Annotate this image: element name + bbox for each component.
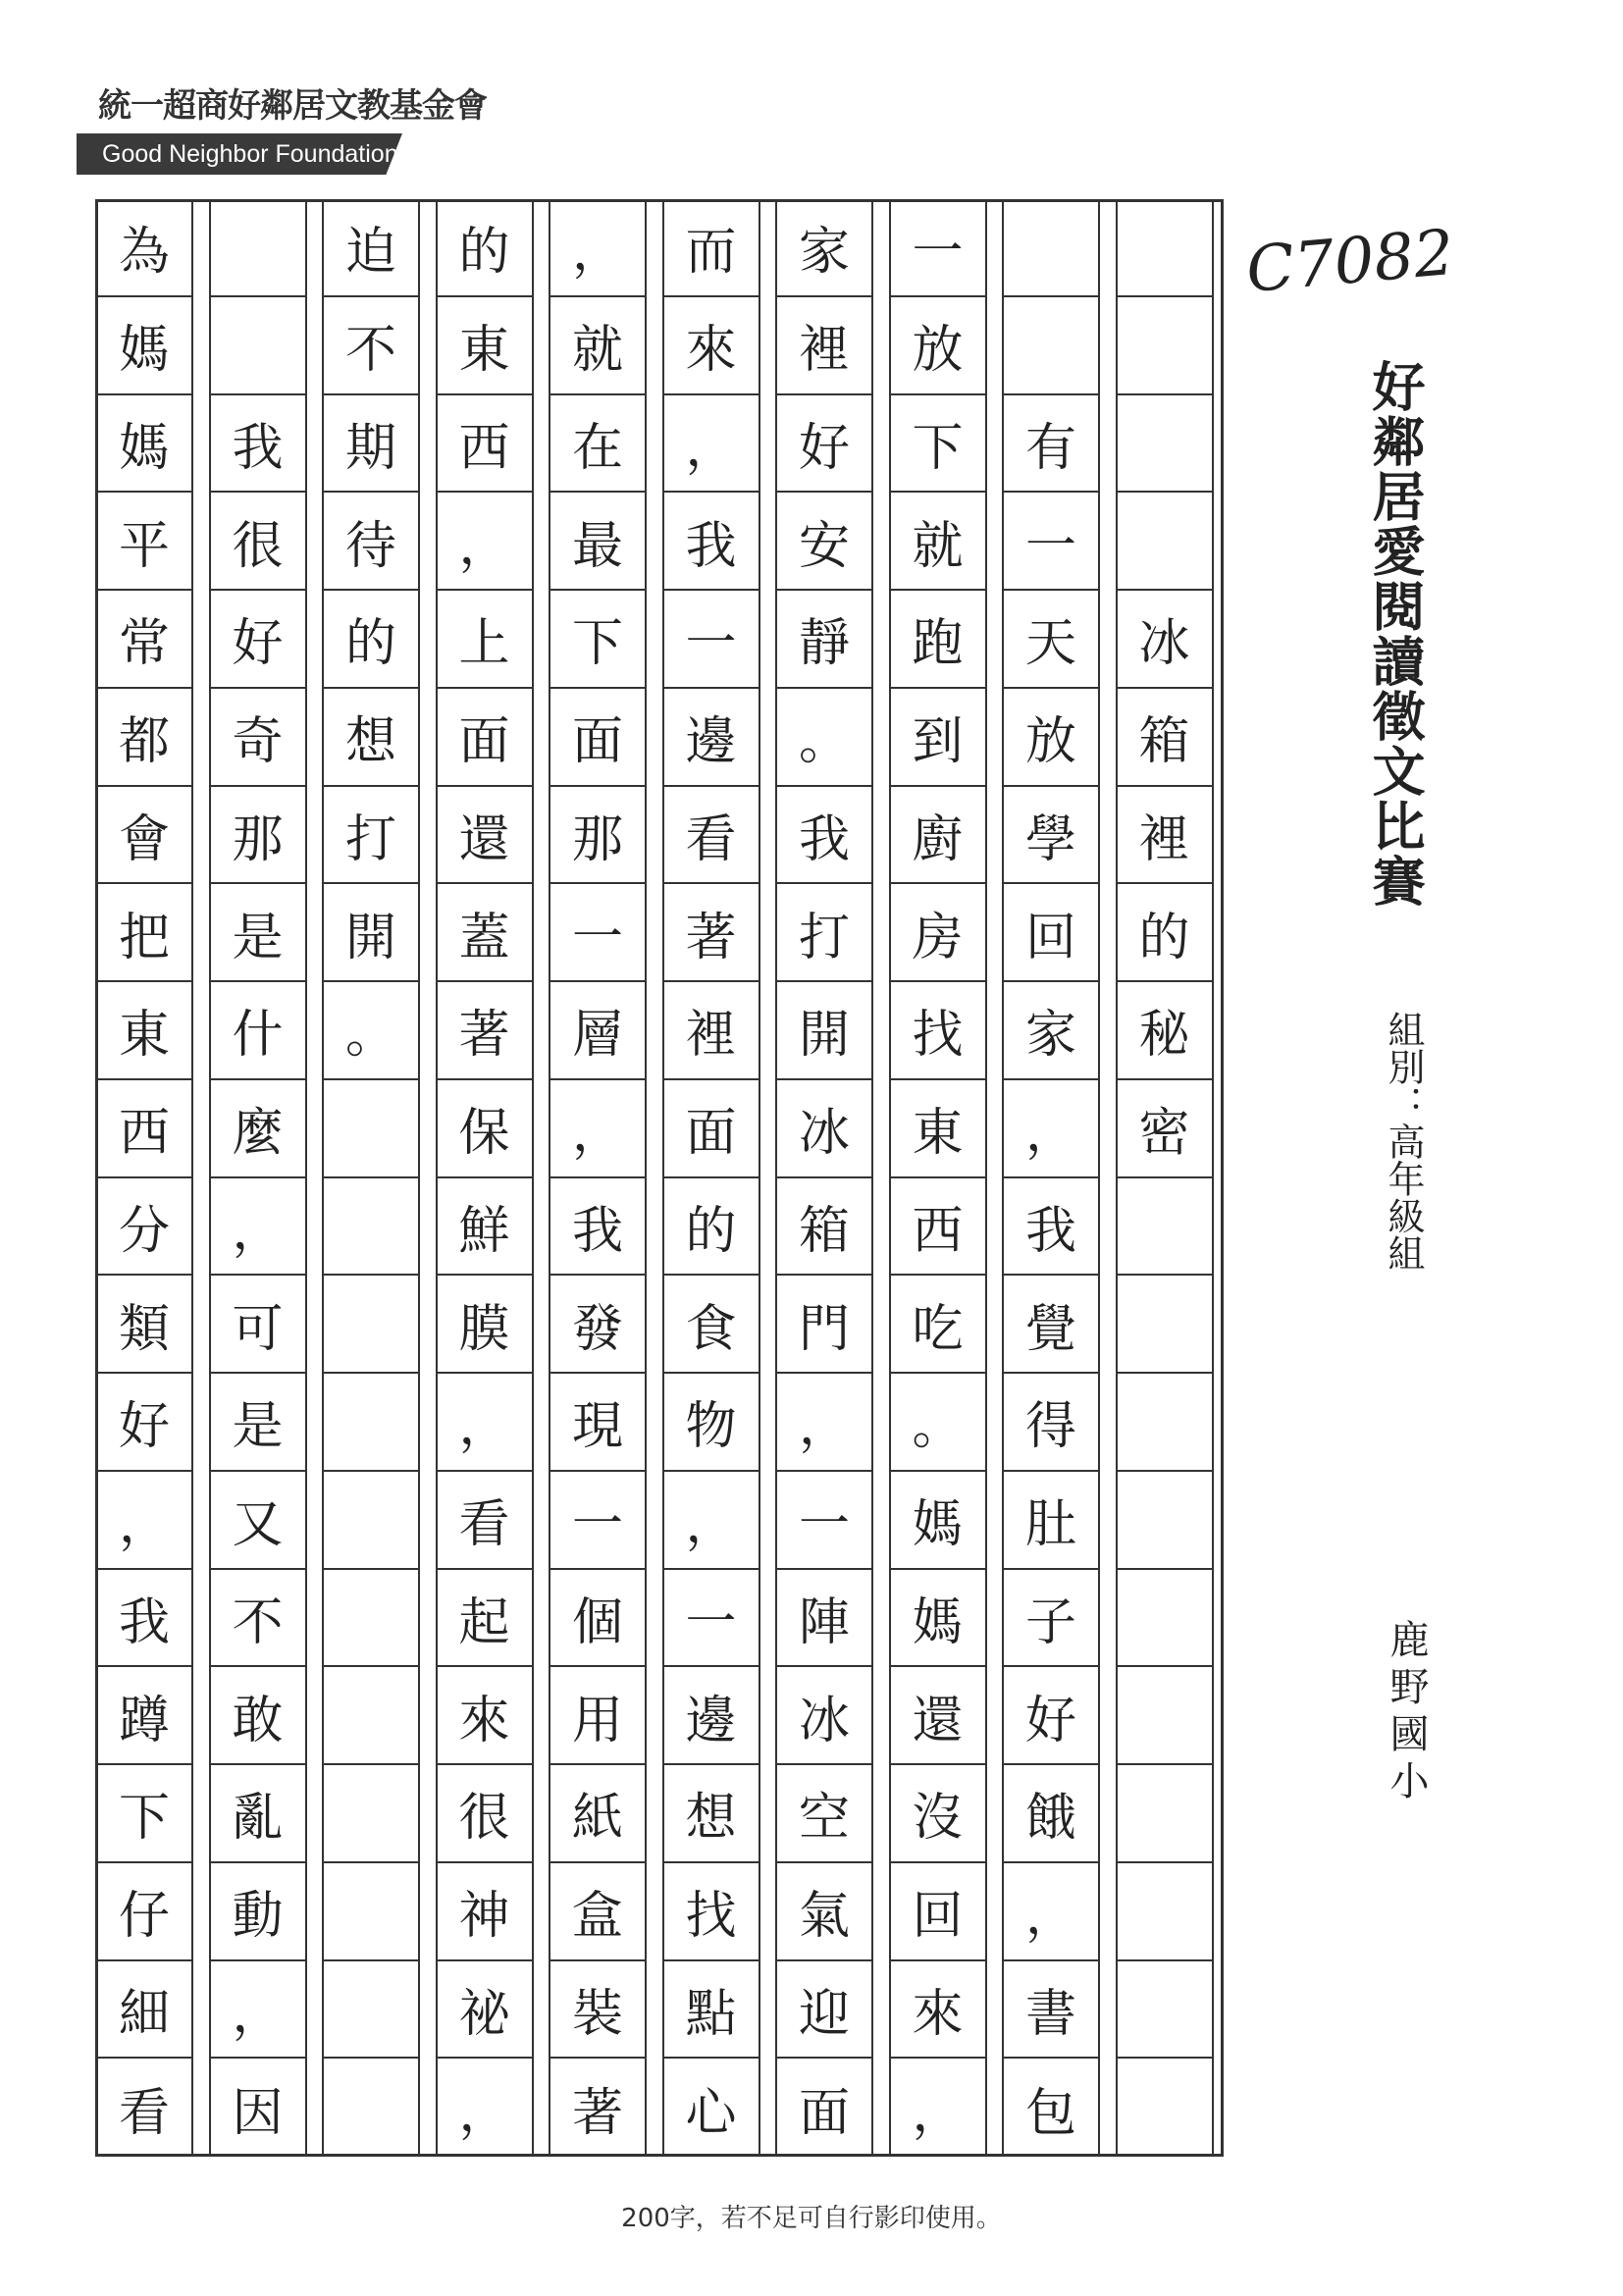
grid-cell: ， bbox=[1004, 1080, 1098, 1178]
grid-cell: 分 bbox=[97, 1178, 191, 1277]
grid-cell bbox=[1118, 2059, 1212, 2157]
grid-cell: 常 bbox=[97, 591, 191, 689]
grid-cell: 我 bbox=[211, 395, 305, 494]
grid-cell bbox=[324, 1080, 418, 1178]
contest-title: 好鄰居愛閱讀徵文比賽 bbox=[1364, 359, 1426, 909]
grid-cell bbox=[1118, 199, 1212, 297]
grid-column bbox=[1116, 199, 1214, 2157]
grid-cell: 迫 bbox=[324, 199, 418, 297]
grid-cell bbox=[324, 1374, 418, 1472]
grid-cell: 東 bbox=[891, 1080, 985, 1178]
grid-cell bbox=[1118, 1472, 1212, 1570]
grid-cell: 吃 bbox=[891, 1276, 985, 1374]
grid-cell: 祕 bbox=[438, 1961, 532, 2060]
grid-cell: 到 bbox=[891, 689, 985, 787]
grid-cell: 層 bbox=[550, 982, 645, 1080]
grid-cell: 的 bbox=[1118, 884, 1212, 982]
grid-cell: 西 bbox=[891, 1178, 985, 1277]
grid-cell: ， bbox=[550, 199, 645, 297]
entry-code: C7082 bbox=[1243, 216, 1457, 308]
grid-cell: 就 bbox=[891, 493, 985, 591]
grid-cell: 物 bbox=[664, 1374, 759, 1472]
grid-cell: 西 bbox=[438, 395, 532, 494]
grid-cell: 著 bbox=[571, 2083, 623, 2143]
footer-note: 200字，若不足可自行影印使用。 bbox=[621, 2204, 1002, 2233]
grid-cell: 就 bbox=[550, 297, 645, 395]
grid-cell: 迎 bbox=[777, 1961, 871, 2060]
grid-cell bbox=[324, 1472, 418, 1570]
grid-cell: 來 bbox=[664, 297, 759, 395]
grid-cell: 媽 bbox=[891, 1472, 985, 1570]
grid-cell: 想 bbox=[324, 689, 418, 787]
grid-cell bbox=[324, 1667, 418, 1765]
grid-cell: 裝 bbox=[550, 1961, 645, 2060]
grid-cell: 上 bbox=[438, 591, 532, 689]
grid-cell: 西 bbox=[97, 1080, 191, 1178]
grid-cell: 裡 bbox=[777, 297, 871, 395]
grid-cell: 包 bbox=[1024, 2083, 1076, 2143]
grid-cell bbox=[211, 297, 305, 395]
grid-cell: 肚 bbox=[1004, 1472, 1098, 1570]
grid-cell bbox=[1004, 199, 1098, 297]
grid-cell: 點 bbox=[664, 1961, 759, 2060]
grid-cell: 安 bbox=[777, 493, 871, 591]
grid-cell: 裡 bbox=[1118, 787, 1212, 885]
grid-cell: 房 bbox=[891, 884, 985, 982]
grid-cell: 邊 bbox=[664, 1667, 759, 1765]
grid-cell: 得 bbox=[1004, 1374, 1098, 1472]
grid-cell: 冰 bbox=[777, 1667, 871, 1765]
grid-cell: 一 bbox=[891, 199, 985, 297]
grid-cell bbox=[324, 1765, 418, 1863]
grid-cell bbox=[1118, 1374, 1212, 1472]
grid-cell: 心 bbox=[685, 2083, 737, 2143]
grid-cell: 開 bbox=[777, 982, 871, 1080]
grid-cell: 現 bbox=[550, 1374, 645, 1472]
grid-cell: 東 bbox=[438, 297, 532, 395]
grid-cell: 蓋 bbox=[438, 884, 532, 982]
grid-cell bbox=[324, 1863, 418, 1961]
grid-cell: 子 bbox=[1004, 1570, 1098, 1668]
grid-cell: 著 bbox=[664, 884, 759, 982]
grid-cell: 東 bbox=[97, 982, 191, 1080]
grid-cell bbox=[324, 1961, 418, 2060]
grid-cell: 一 bbox=[550, 1472, 645, 1570]
grid-cell: 家 bbox=[1004, 982, 1098, 1080]
grid-cell: ， bbox=[438, 1374, 532, 1472]
grid-cell: 好 bbox=[97, 1374, 191, 1472]
grid-cell: 沒 bbox=[891, 1765, 985, 1863]
grid-column bbox=[775, 199, 873, 2157]
grid-cell: 我 bbox=[664, 493, 759, 591]
grid-cell: 秘 bbox=[1118, 982, 1212, 1080]
grid-cell: ， bbox=[912, 2083, 964, 2143]
grid-cell: ， bbox=[664, 395, 759, 494]
grid-cell: 我 bbox=[550, 1178, 645, 1277]
grid-column bbox=[889, 199, 987, 2157]
grid-cell: 放 bbox=[1004, 689, 1098, 787]
group-label: 組別：高年級組 bbox=[1382, 1011, 1425, 1272]
grid-cell: 看 bbox=[664, 787, 759, 885]
grid-cell bbox=[1118, 1178, 1212, 1277]
grid-cell: 保 bbox=[438, 1080, 532, 1178]
grid-cell bbox=[1118, 1570, 1212, 1668]
grid-cell: 麼 bbox=[211, 1080, 305, 1178]
grid-cell: 看 bbox=[438, 1472, 532, 1570]
grid-cell: 會 bbox=[97, 787, 191, 885]
grid-cell: 為 bbox=[97, 199, 191, 297]
grid-cell: 神 bbox=[438, 1863, 532, 1961]
grid-cell: 動 bbox=[211, 1863, 305, 1961]
grid-cell: 類 bbox=[97, 1276, 191, 1374]
foundation-name-english: Good Neighbor Foundation bbox=[102, 140, 398, 168]
grid-cell bbox=[1118, 1765, 1212, 1863]
grid-cell: 在 bbox=[550, 395, 645, 494]
grid-cell bbox=[1118, 493, 1212, 591]
grid-column bbox=[209, 199, 307, 2157]
grid-cell: 有 bbox=[1004, 395, 1098, 494]
grid-cell: 下 bbox=[891, 395, 985, 494]
grid-cell: 我 bbox=[1004, 1178, 1098, 1277]
grid-cell: 還 bbox=[891, 1667, 985, 1765]
grid-cell: 敢 bbox=[211, 1667, 305, 1765]
grid-cell: 亂 bbox=[211, 1765, 305, 1863]
grid-cell: 家 bbox=[777, 199, 871, 297]
grid-cell: 天 bbox=[1004, 591, 1098, 689]
grid-cell: 餓 bbox=[1004, 1765, 1098, 1863]
grid-cell: 一 bbox=[664, 1570, 759, 1668]
grid-cell: 還 bbox=[438, 787, 532, 885]
grid-cell: 覺 bbox=[1004, 1276, 1098, 1374]
grid-column bbox=[95, 199, 193, 2157]
grid-cell: 著 bbox=[438, 982, 532, 1080]
grid-cell bbox=[1118, 1667, 1212, 1765]
grid-cell: 箱 bbox=[1118, 689, 1212, 787]
grid-cell bbox=[324, 1276, 418, 1374]
grid-cell: 很 bbox=[438, 1765, 532, 1863]
grid-cell: 想 bbox=[664, 1765, 759, 1863]
grid-cell: 個 bbox=[550, 1570, 645, 1668]
grid-cell: 一 bbox=[777, 1472, 871, 1570]
grid-cell: 那 bbox=[550, 787, 645, 885]
grid-cell: 什 bbox=[211, 982, 305, 1080]
grid-cell: ， bbox=[97, 1472, 191, 1570]
grid-cell: 媽 bbox=[891, 1570, 985, 1668]
grid-column bbox=[436, 199, 534, 2157]
grid-cell: 。 bbox=[324, 982, 418, 1080]
grid-cell: 是 bbox=[211, 1374, 305, 1472]
grid-cell: 放 bbox=[891, 297, 985, 395]
grid-cell: 一 bbox=[664, 591, 759, 689]
grid-cell bbox=[1118, 1863, 1212, 1961]
school-name: 鹿野國小 bbox=[1384, 1619, 1429, 1807]
grid-cell: 陣 bbox=[777, 1570, 871, 1668]
grid-cell: ， bbox=[1004, 1863, 1098, 1961]
grid-cell: 膜 bbox=[438, 1276, 532, 1374]
grid-cell: 奇 bbox=[211, 689, 305, 787]
grid-cell: 發 bbox=[550, 1276, 645, 1374]
grid-cell bbox=[1118, 297, 1212, 395]
grid-cell: 仔 bbox=[97, 1863, 191, 1961]
grid-cell bbox=[324, 1570, 418, 1668]
grid-cell: 紙 bbox=[550, 1765, 645, 1863]
grid-cell: 打 bbox=[777, 884, 871, 982]
grid-cell: 門 bbox=[777, 1276, 871, 1374]
grid-cell bbox=[1004, 297, 1098, 395]
grid-cell: 的 bbox=[438, 199, 532, 297]
grid-cell: 不 bbox=[324, 297, 418, 395]
grid-cell: 找 bbox=[891, 982, 985, 1080]
grid-cell: 下 bbox=[97, 1765, 191, 1863]
grid-cell: 書 bbox=[1004, 1961, 1098, 2060]
grid-cell: 打 bbox=[324, 787, 418, 885]
grid-cell: 好 bbox=[1004, 1667, 1098, 1765]
grid-cell: 冰 bbox=[777, 1080, 871, 1178]
grid-cell: 靜 bbox=[777, 591, 871, 689]
grid-cell bbox=[1118, 1276, 1212, 1374]
grid-column bbox=[549, 199, 647, 2157]
grid-cell: ， bbox=[664, 1472, 759, 1570]
grid-cell: 把 bbox=[97, 884, 191, 982]
grid-cell bbox=[211, 199, 305, 297]
grid-cell: 箱 bbox=[777, 1178, 871, 1277]
grid-cell: 。 bbox=[777, 689, 871, 787]
grid-cell: 邊 bbox=[664, 689, 759, 787]
grid-cell: 回 bbox=[891, 1863, 985, 1961]
grid-column bbox=[322, 199, 420, 2157]
grid-cell: 看 bbox=[118, 2083, 170, 2143]
grid-cell: 面 bbox=[438, 689, 532, 787]
grid-cell: 開 bbox=[324, 884, 418, 982]
grid-cell bbox=[1118, 1961, 1212, 2060]
grid-cell: 很 bbox=[211, 493, 305, 591]
grid-cell: 待 bbox=[324, 493, 418, 591]
grid-cell: 裡 bbox=[664, 982, 759, 1080]
grid-cell: 蹲 bbox=[97, 1667, 191, 1765]
grid-cell bbox=[324, 1178, 418, 1277]
foundation-name-chinese: 統一超商好鄰居文教基金會 bbox=[98, 86, 487, 126]
grid-cell: 面 bbox=[798, 2083, 850, 2143]
grid-cell: 。 bbox=[891, 1374, 985, 1472]
grid-cell: 又 bbox=[211, 1472, 305, 1570]
grid-cell: ， bbox=[211, 1178, 305, 1277]
grid-cell: ， bbox=[211, 1961, 305, 2060]
grid-cell: 都 bbox=[97, 689, 191, 787]
grid-cell: 冰 bbox=[1118, 591, 1212, 689]
grid-cell: ， bbox=[550, 1080, 645, 1178]
grid-cell: 期 bbox=[324, 395, 418, 494]
grid-cell bbox=[1118, 395, 1212, 494]
grid-cell: 的 bbox=[324, 591, 418, 689]
grid-cell: 氣 bbox=[777, 1863, 871, 1961]
grid-cell: ， bbox=[458, 2083, 510, 2143]
grid-cell: 一 bbox=[550, 884, 645, 982]
grid-cell: 起 bbox=[438, 1570, 532, 1668]
grid-cell: 平 bbox=[97, 493, 191, 591]
grid-cell: 細 bbox=[97, 1961, 191, 2060]
grid-cell: 來 bbox=[438, 1667, 532, 1765]
grid-cell: 用 bbox=[550, 1667, 645, 1765]
grid-cell: 不 bbox=[211, 1570, 305, 1668]
grid-cell: 廚 bbox=[891, 787, 985, 885]
grid-cell: 那 bbox=[211, 787, 305, 885]
grid-cell: 面 bbox=[550, 689, 645, 787]
grid-cell: ， bbox=[777, 1374, 871, 1472]
grid-cell: 我 bbox=[777, 787, 871, 885]
grid-cell: 盒 bbox=[550, 1863, 645, 1961]
grid-cell: ， bbox=[438, 493, 532, 591]
grid-cell: 食 bbox=[664, 1276, 759, 1374]
grid-cell: 的 bbox=[664, 1178, 759, 1277]
grid-cell: 學 bbox=[1004, 787, 1098, 885]
grid-cell: 來 bbox=[891, 1961, 985, 2060]
grid-cell: 下 bbox=[550, 591, 645, 689]
grid-cell: 空 bbox=[777, 1765, 871, 1863]
grid-cell: 我 bbox=[97, 1570, 191, 1668]
grid-cell: 媽 bbox=[97, 395, 191, 494]
grid-cell: 找 bbox=[664, 1863, 759, 1961]
grid-cell: 跑 bbox=[891, 591, 985, 689]
grid-cell: 好 bbox=[777, 395, 871, 494]
grid-cell: 而 bbox=[664, 199, 759, 297]
grid-cell: 一 bbox=[1004, 493, 1098, 591]
grid-column bbox=[662, 199, 760, 2157]
grid-cell: 密 bbox=[1118, 1080, 1212, 1178]
grid-cell: 是 bbox=[211, 884, 305, 982]
grid-cell bbox=[324, 2059, 418, 2157]
grid-cell: 因 bbox=[232, 2083, 284, 2143]
grid-cell: 可 bbox=[211, 1276, 305, 1374]
grid-cell: 好 bbox=[211, 591, 305, 689]
grid-cell: 鮮 bbox=[438, 1178, 532, 1277]
grid-column bbox=[1002, 199, 1100, 2157]
grid-cell: 回 bbox=[1004, 884, 1098, 982]
grid-cell: 面 bbox=[664, 1080, 759, 1178]
grid-cell: 媽 bbox=[97, 297, 191, 395]
grid-cell: 最 bbox=[550, 493, 645, 591]
